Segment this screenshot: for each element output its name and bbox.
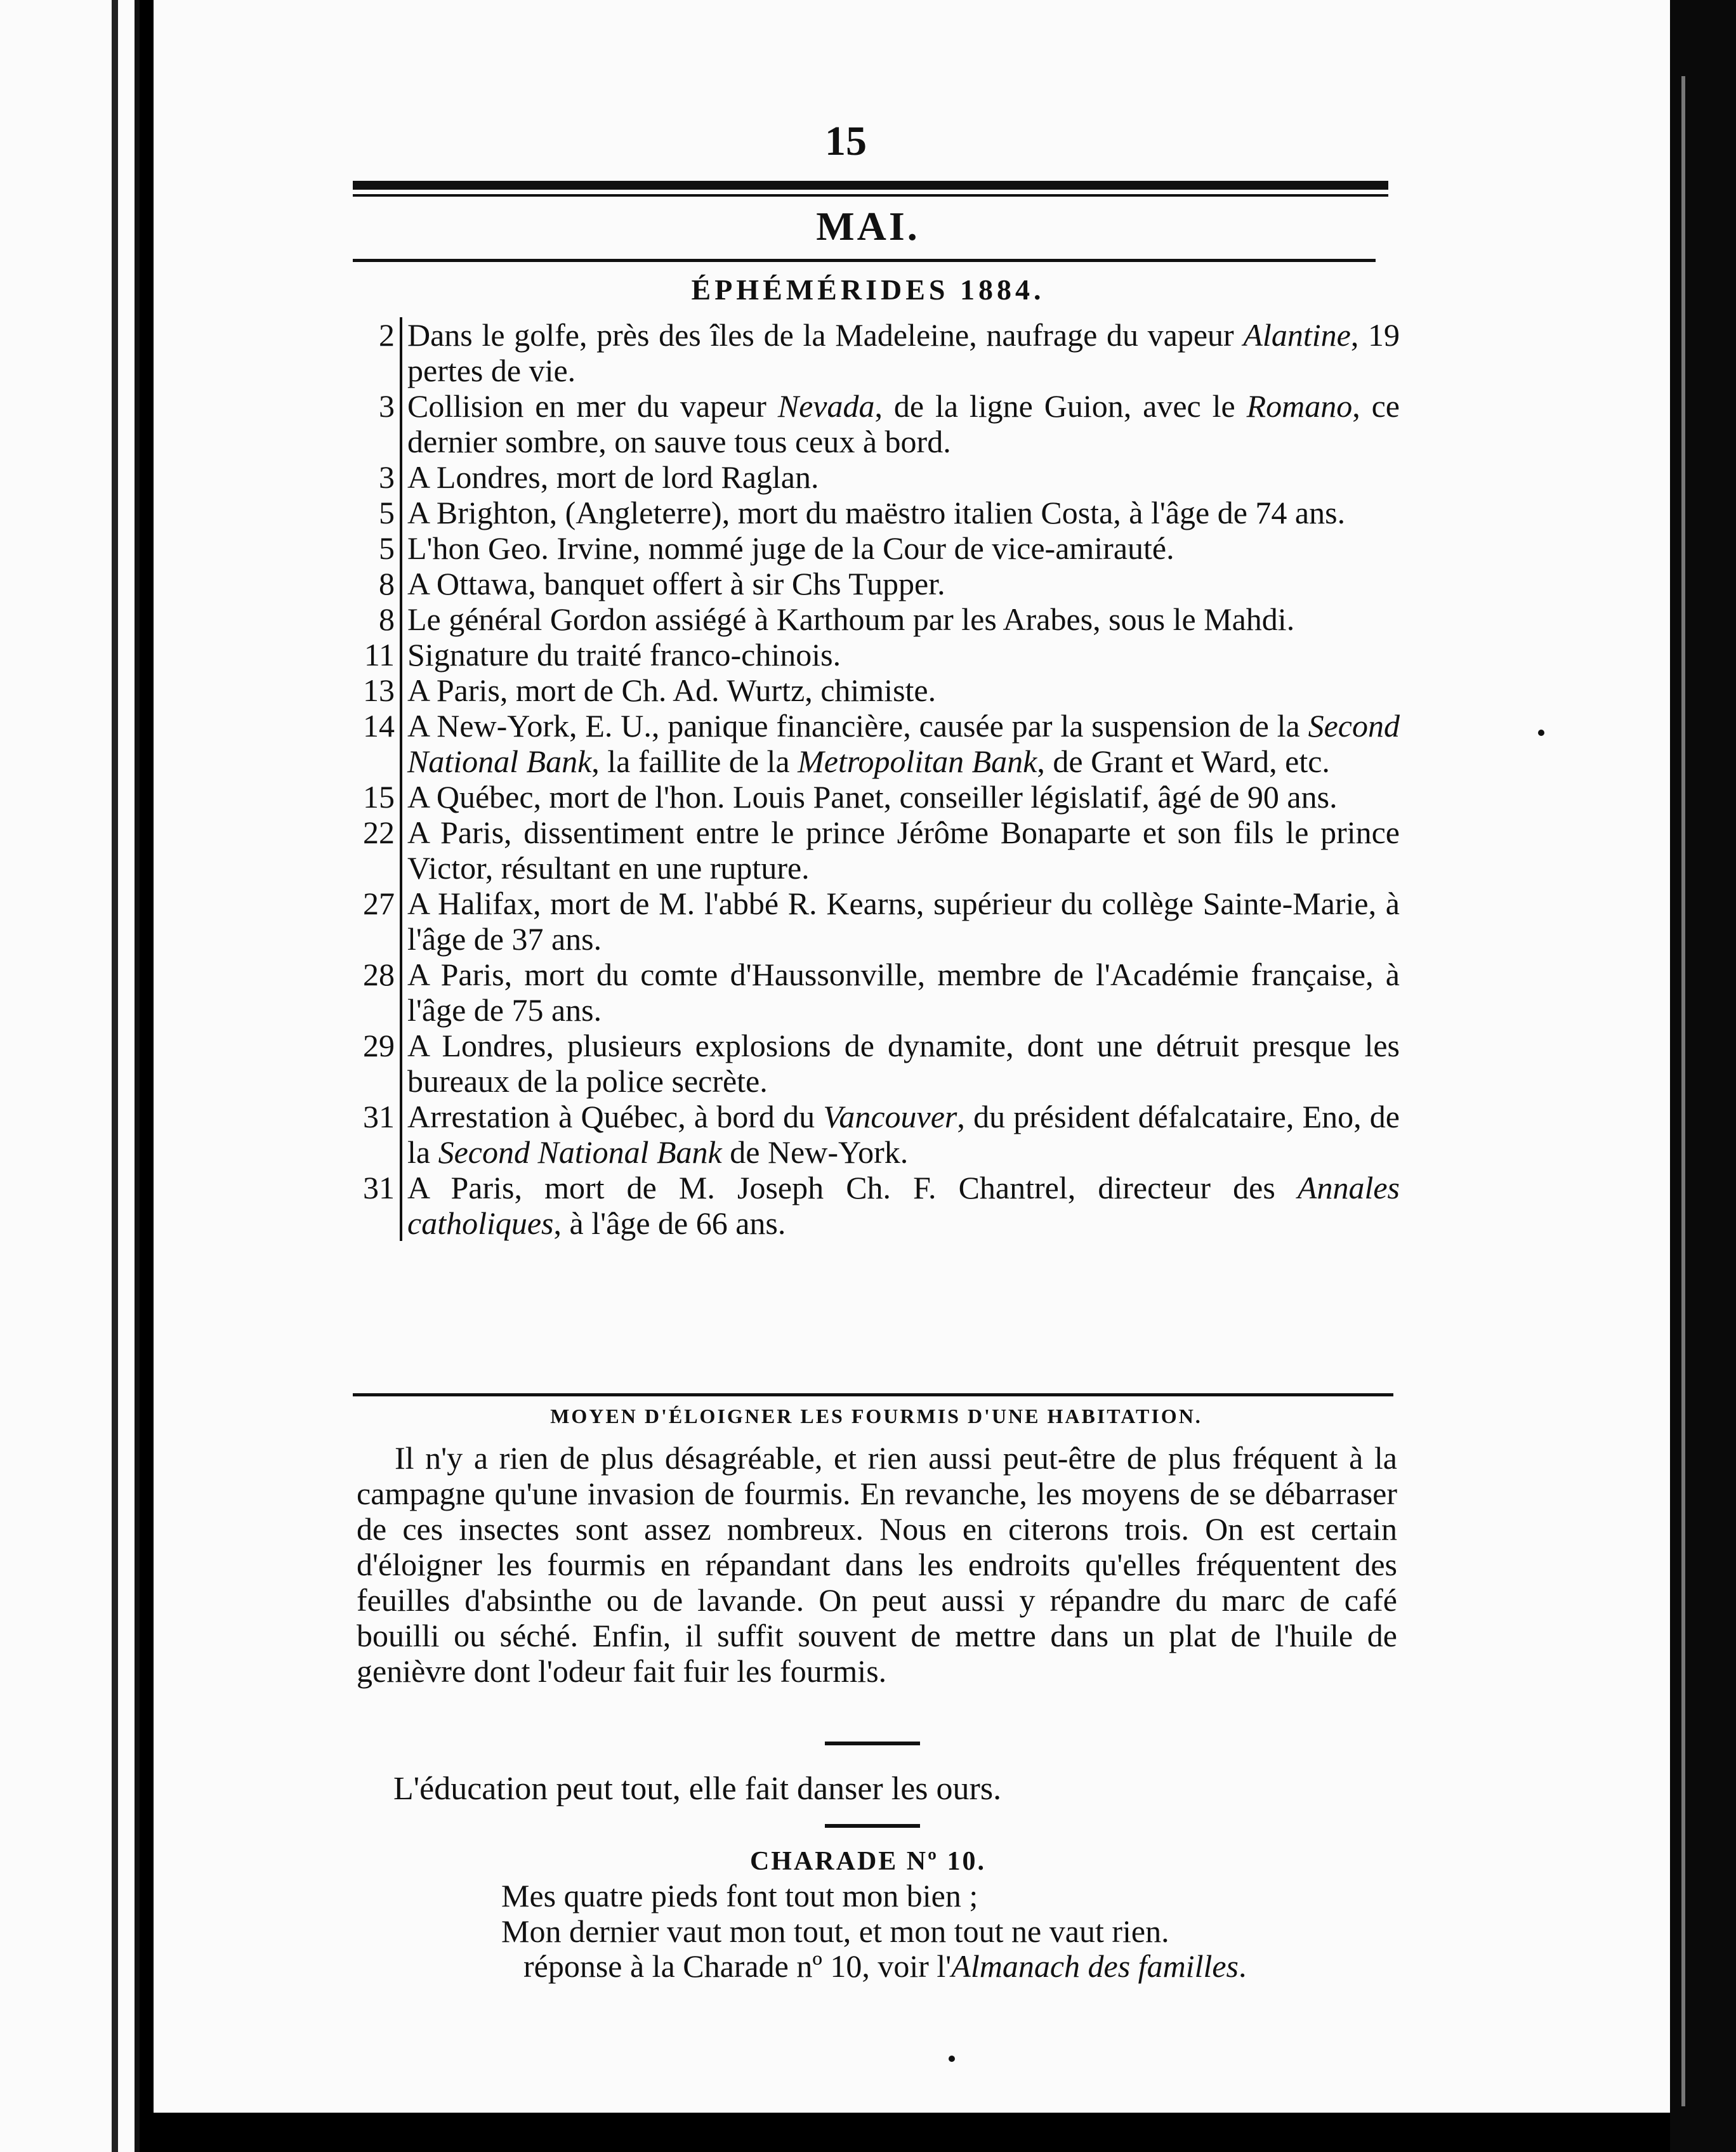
answer-prefix: réponse à la Charade nº 10, voir l' [523,1948,952,1984]
ephemeride-entry [353,672,1400,708]
entry-text: Collision en mer du vapeur Nevada, de la ligne Guion, avec le Romano, ce dernier sombre, on sauve tous ceux à bord. [400,388,1400,459]
left-page-edge [0,0,140,2152]
entry-text: A Paris, mort du comte d'Haussonville, membre de l'Académie française, à l'âge de 75 ans. [400,957,1400,1028]
entry-day: 8 [379,601,395,637]
entry-day: 2 [379,317,395,353]
ephemeride-entry [353,495,1400,530]
divider [825,1742,920,1745]
entry-text: A New-York, E. U., panique financière, causée par la suspension de la Second National Bank, la faillite de la Metropolitan Bank, de Grant et Ward, etc. [400,708,1400,779]
ephemeride-entry [353,317,1400,388]
entry-text: A Paris, dissentiment entre le prince Jérôme Bonaparte et son fils le prince Victor, résultant en une rupture. [400,815,1400,886]
charade-line: Mes quatre pieds font tout mon bien ; [501,1878,978,1913]
ephemeride-entry [353,530,1400,566]
header-rule [353,181,1388,190]
entry-day: 11 [364,637,395,672]
entry-day: 27 [363,886,395,921]
entry-day: 15 [363,779,395,815]
entry-day: 3 [379,388,395,424]
ephemeride-entry [353,1099,1400,1170]
entry-day: 29 [363,1028,395,1063]
ephemerides-title: ÉPHÉMÉRIDES 1884. [691,273,1045,306]
answer-suffix: . [1239,1948,1247,1984]
entry-day: 3 [379,459,395,495]
ephemeride-entry [353,708,1400,779]
page-edge-line [1681,76,1685,2106]
page-number: 15 [825,118,867,164]
entry-text: Signature du traité franco-chinois. [400,637,1400,672]
entry-day: 5 [379,495,395,530]
entry-text: A Londres, mort de lord Raglan. [400,459,1400,495]
entry-day: 8 [379,566,395,601]
ephemeride-entry [353,566,1400,601]
ephemeride-entry [353,957,1400,1028]
entry-text: Dans le golfe, près des îles de la Madeleine, naufrage du vapeur Alantine, 19 pertes de vie. [400,317,1400,388]
charade-line: Mon dernier vaut mon tout, et mon tout ne vaut rien. [501,1913,1169,1949]
ephemeride-entry [353,637,1400,672]
entry-day: 31 [363,1170,395,1205]
section-title: MOYEN D'ÉLOIGNER LES FOURMIS D'UNE HABITATION. [550,1405,1202,1427]
entry-day: 13 [363,672,395,708]
ephemeride-entry [353,1028,1400,1099]
entry-day: 28 [363,957,395,992]
section-rule [353,1393,1393,1396]
ephemeride-entry [353,388,1400,459]
entry-text: A Paris, mort de M. Joseph Ch. F. Chantrel, directeur des Annales catholiques, à l'âge de 66 ans. [400,1170,1400,1241]
entry-day: 31 [363,1099,395,1134]
speck [949,2056,955,2062]
divider [825,1824,920,1828]
month-rule [353,259,1376,262]
charade-title: CHARADE Nº 10. [749,1847,987,1876]
speck [1538,730,1544,736]
entry-text: Le général Gordon assiégé à Karthoum par les Arabes, sous le Mahdi. [400,601,1400,637]
ephemeride-entry [353,886,1400,957]
proverb: L'éducation peut tout, elle fait danser les ours. [393,1771,1002,1807]
ephemeride-entry [353,779,1400,815]
charade-answer-note [523,1948,1247,1985]
ephemerides-list [353,317,1400,1241]
answer-italic: Almanach des familles [951,1948,1239,1984]
right-border [1670,0,1736,2152]
binding-shadow [112,0,118,2152]
entry-day: 5 [379,530,395,566]
entry-text: A Brighton, (Angleterre), mort du maëstro italien Costa, à l'âge de 74 ans. [400,495,1400,530]
ephemeride-entry [353,601,1400,637]
ephemeride-entry [353,459,1400,495]
entry-text: A Ottawa, banquet offert à sir Chs Tupper. [400,566,1400,601]
header-rule-thin [353,194,1388,197]
entry-text: Arrestation à Québec, à bord du Vancouver, du président défalcataire, Eno, de la Second National Bank de New-York. [400,1099,1400,1170]
ephemeride-entry [353,1170,1400,1241]
entry-text: A Halifax, mort de M. l'abbé R. Kearns, supérieur du collège Sainte-Marie, à l'âge de 37 ans. [400,886,1400,957]
ephemeride-entry [353,815,1400,886]
entry-text: L'hon Geo. Irvine, nommé juge de la Cour de vice-amirauté. [400,530,1400,566]
entry-text: A Londres, plusieurs explosions de dynamite, dont une détruit presque les bureaux de la police secrète. [400,1028,1400,1099]
section-paragraph: Il n'y a rien de plus désagréable, et rien aussi peut-être de plus fréquent à la campagne qu'une invasion de fourmis. En revanche, les moyens de se débarraser de ces insectes sont assez nombreux. Nous en citerons trois. On est certain d'éloigner les fourmis en répandant dans les endroits qu'elles fréquentent des feuilles d'absinthe ou de lavande. On peut aussi y répandre du marc de café bouilli ou séché. Enfin, il suffit souvent de mettre dans un plat de l'huile de genièvre dont l'odeur fait fuir les fourmis. [357,1440,1397,1689]
month-heading: MAI. [816,204,920,249]
entry-day: 14 [363,708,395,744]
entry-text: A Paris, mort de Ch. Ad. Wurtz, chimiste. [400,672,1400,708]
entry-text: A Québec, mort de l'hon. Louis Panet, conseiller législatif, âgé de 90 ans. [400,779,1400,815]
entry-day: 22 [363,815,395,850]
